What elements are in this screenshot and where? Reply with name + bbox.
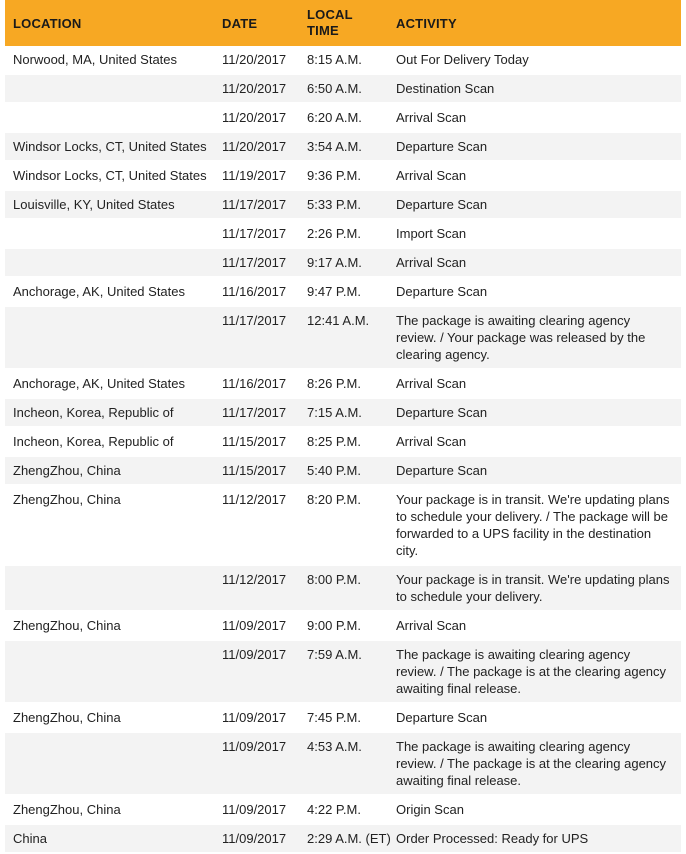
activity-cell: The package is awaiting clearing agency review. / The package is at the clearing agency awaiting final release.	[392, 732, 681, 795]
local-time-cell: 12:41 A.M.	[300, 306, 392, 369]
local-time-header-line2: TIME	[307, 23, 339, 38]
date-cell: 11/09/2017	[217, 824, 300, 853]
location-cell: Windsor Locks, CT, United States	[5, 161, 217, 190]
date-cell: 11/12/2017	[217, 565, 300, 611]
date-cell: 11/17/2017	[217, 306, 300, 369]
table-row	[5, 732, 681, 795]
location-cell	[5, 248, 217, 277]
table-row	[5, 398, 681, 427]
table-row	[5, 703, 681, 732]
date-cell: 11/17/2017	[217, 248, 300, 277]
location-cell: Anchorage, AK, United States	[5, 277, 217, 306]
table-header-row	[5, 0, 681, 46]
location-cell	[5, 732, 217, 795]
activity-cell: Arrival Scan	[392, 248, 681, 277]
date-cell: 11/16/2017	[217, 369, 300, 398]
local-time-cell: 8:26 P.M.	[300, 369, 392, 398]
local-time-cell: 6:50 A.M.	[300, 74, 392, 103]
local-time-cell: 4:22 P.M.	[300, 795, 392, 824]
location-cell	[5, 306, 217, 369]
activity-cell: Arrival Scan	[392, 369, 681, 398]
table-row	[5, 132, 681, 161]
local-time-cell: 4:53 A.M.	[300, 732, 392, 795]
location-cell	[5, 640, 217, 703]
location-cell: China	[5, 824, 217, 853]
activity-cell: The package is awaiting clearing agency review. / Your package was released by the clearing agency.	[392, 306, 681, 369]
activity-column-header: ACTIVITY	[396, 15, 457, 31]
table-row	[5, 611, 681, 640]
local-time-cell: 6:20 A.M.	[300, 103, 392, 132]
local-time-header-line1: LOCAL	[307, 7, 353, 22]
location-cell: Norwood, MA, United States	[5, 46, 217, 74]
local-time-cell: 7:15 A.M.	[300, 398, 392, 427]
date-cell: 11/17/2017	[217, 398, 300, 427]
local-time-cell: 9:00 P.M.	[300, 611, 392, 640]
activity-cell: Destination Scan	[392, 74, 681, 103]
activity-cell: Departure Scan	[392, 703, 681, 732]
local-time-cell: 7:45 P.M.	[300, 703, 392, 732]
date-cell: 11/16/2017	[217, 277, 300, 306]
local-time-cell: 8:20 P.M.	[300, 485, 392, 565]
activity-cell: Departure Scan	[392, 398, 681, 427]
local-time-column-header	[300, 0, 392, 46]
table-row	[5, 306, 681, 369]
location-cell: Incheon, Korea, Republic of	[5, 398, 217, 427]
date-cell: 11/20/2017	[217, 46, 300, 74]
activity-cell: Departure Scan	[392, 277, 681, 306]
location-cell: Anchorage, AK, United States	[5, 369, 217, 398]
activity-cell: Out For Delivery Today	[392, 46, 681, 74]
activity-cell: Departure Scan	[392, 132, 681, 161]
local-time-cell: 3:54 A.M.	[300, 132, 392, 161]
activity-cell: Arrival Scan	[392, 103, 681, 132]
local-time-cell: 8:15 A.M.	[300, 46, 392, 74]
activity-cell: The package is awaiting clearing agency review. / The package is at the clearing agency awaiting final release.	[392, 640, 681, 703]
table-row	[5, 190, 681, 219]
location-cell: Louisville, KY, United States	[5, 190, 217, 219]
table-row	[5, 161, 681, 190]
date-cell: 11/15/2017	[217, 456, 300, 485]
table-row	[5, 248, 681, 277]
table-row	[5, 565, 681, 611]
activity-cell: Arrival Scan	[392, 427, 681, 456]
location-cell	[5, 103, 217, 132]
date-cell: 11/09/2017	[217, 640, 300, 703]
table-row	[5, 640, 681, 703]
location-cell	[5, 219, 217, 248]
date-cell: 11/09/2017	[217, 795, 300, 824]
activity-cell: Departure Scan	[392, 456, 681, 485]
activity-cell: Order Processed: Ready for UPS	[392, 824, 681, 853]
table-row	[5, 427, 681, 456]
location-cell: ZhengZhou, China	[5, 703, 217, 732]
location-cell: Incheon, Korea, Republic of	[5, 427, 217, 456]
local-time-cell: 5:33 P.M.	[300, 190, 392, 219]
table-row	[5, 485, 681, 565]
local-time-cell: 9:36 P.M.	[300, 161, 392, 190]
date-cell: 11/20/2017	[217, 132, 300, 161]
location-cell	[5, 565, 217, 611]
activity-cell: Departure Scan	[392, 190, 681, 219]
date-cell: 11/20/2017	[217, 103, 300, 132]
location-cell	[5, 74, 217, 103]
local-time-cell: 9:47 P.M.	[300, 277, 392, 306]
shipment-progress-table	[5, 0, 681, 854]
location-cell: ZhengZhou, China	[5, 611, 217, 640]
table-row	[5, 219, 681, 248]
table-row	[5, 456, 681, 485]
table-row	[5, 824, 681, 853]
activity-cell: Your package is in transit. We're updating plans to schedule your delivery.	[392, 565, 681, 611]
table-row	[5, 277, 681, 306]
local-time-cell: 9:17 A.M.	[300, 248, 392, 277]
date-cell: 11/09/2017	[217, 611, 300, 640]
table-row	[5, 74, 681, 103]
location-cell: Windsor Locks, CT, United States	[5, 132, 217, 161]
activity-cell: Import Scan	[392, 219, 681, 248]
activity-cell: Origin Scan	[392, 795, 681, 824]
table-row	[5, 795, 681, 824]
local-time-cell: 8:00 P.M.	[300, 565, 392, 611]
local-time-cell: 2:29 A.M. (ET)	[300, 824, 392, 853]
date-cell: 11/20/2017	[217, 74, 300, 103]
location-cell: ZhengZhou, China	[5, 456, 217, 485]
date-cell: 11/17/2017	[217, 219, 300, 248]
location-cell: ZhengZhou, China	[5, 485, 217, 565]
local-time-cell: 8:25 P.M.	[300, 427, 392, 456]
location-cell: ZhengZhou, China	[5, 795, 217, 824]
date-cell: 11/19/2017	[217, 161, 300, 190]
table-row	[5, 369, 681, 398]
activity-cell: Your package is in transit. We're updating plans to schedule your delivery. / The package will be forwarded to a UPS facility in the destination city.	[392, 485, 681, 565]
date-cell: 11/09/2017	[217, 732, 300, 795]
local-time-cell: 7:59 A.M.	[300, 640, 392, 703]
date-cell: 11/17/2017	[217, 190, 300, 219]
location-column-header: LOCATION	[13, 15, 82, 31]
date-cell: 11/09/2017	[217, 703, 300, 732]
table-row	[5, 46, 681, 74]
date-cell: 11/12/2017	[217, 485, 300, 565]
table-body	[5, 46, 681, 853]
local-time-cell: 2:26 P.M.	[300, 219, 392, 248]
activity-cell: Arrival Scan	[392, 161, 681, 190]
table-row	[5, 103, 681, 132]
date-column-header: DATE	[222, 15, 258, 31]
date-cell: 11/15/2017	[217, 427, 300, 456]
activity-cell: Arrival Scan	[392, 611, 681, 640]
local-time-cell: 5:40 P.M.	[300, 456, 392, 485]
